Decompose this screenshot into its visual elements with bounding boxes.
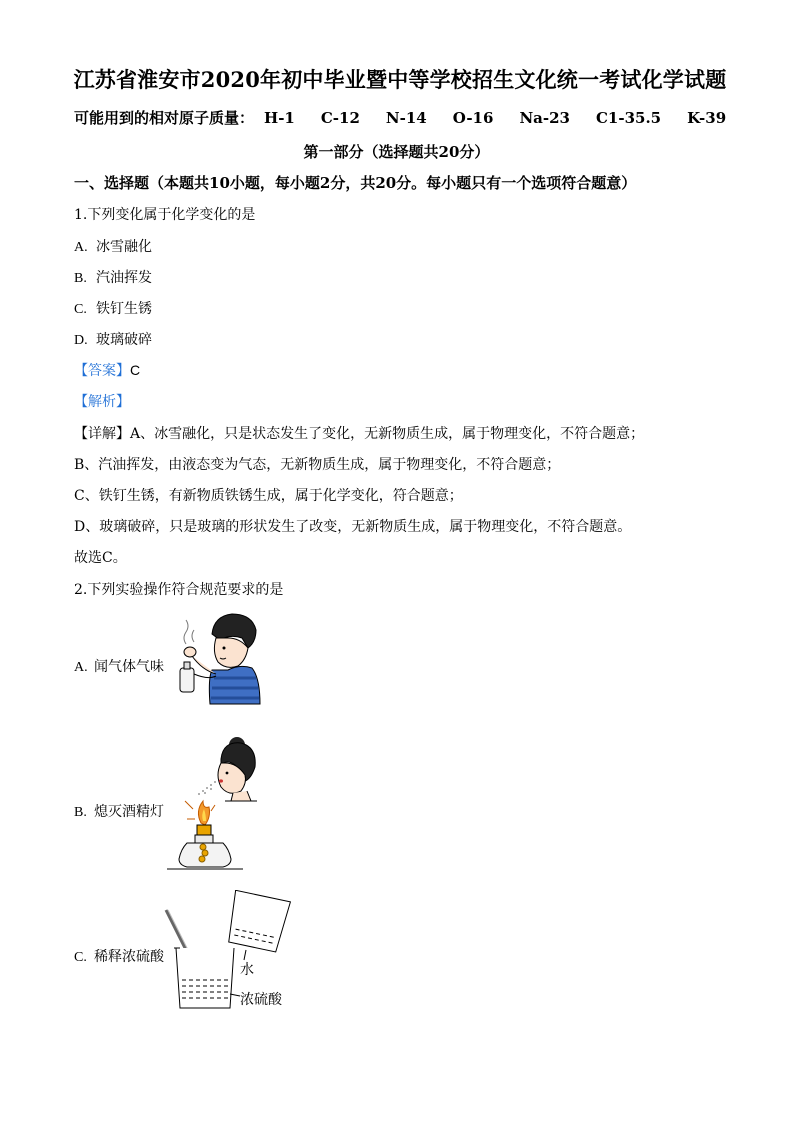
atomic-masses-line — [74, 107, 752, 128]
option-letter: B. — [74, 271, 87, 286]
question-1-option-d — [74, 329, 152, 349]
atomic-mass-item: O-16 — [452, 109, 494, 127]
option-letter: C. — [74, 950, 87, 965]
option-text: 闻气体气味 — [94, 659, 164, 675]
page-title: 江苏省淮安市2020年初中毕业暨中等学校招生文化统一考试化学试题 — [73, 67, 727, 92]
option-letter: B. — [74, 805, 87, 820]
option-text: 铁钉生锈 — [96, 301, 152, 317]
option-letter: D. — [74, 333, 88, 348]
blow-out-lamp-illustration — [165, 735, 260, 875]
analysis-tag-line — [74, 391, 130, 411]
question-2-stem: 2.下列实验操作符合规范要求的是 — [74, 582, 284, 598]
pouring-beaker — [219, 890, 292, 953]
atomic-mass-item: K-39 — [687, 109, 727, 127]
question-1-option-b — [74, 267, 152, 287]
atomic-mass-item: C-12 — [320, 109, 360, 127]
atomic-mass-item: Na-23 — [519, 109, 570, 127]
option-text: 汽油挥发 — [96, 270, 152, 286]
question-1-option-a — [74, 236, 152, 256]
detail-line: 故选C。 — [74, 550, 127, 566]
option-text: 冰雪融化 — [96, 239, 152, 255]
atomic-mass-item: H-1 — [264, 109, 295, 127]
smell-gas-illustration — [168, 608, 263, 708]
label-water: 水 — [240, 962, 254, 978]
option-text: 熄灭酒精灯 — [94, 804, 164, 820]
detail-line: 【详解】A、冰雪融化，只是状态发生了变化，无新物质生成，属于物理变化，不符合题意； — [74, 426, 645, 442]
detail-line: B、汽油挥发，由液态变为气态，无新物质生成，属于物理变化，不符合题意； — [74, 457, 561, 473]
analysis-tag: 【解析】 — [74, 394, 130, 410]
atomic-masses-label: 可能用到的相对原子质量： — [74, 109, 255, 127]
option-text: 玻璃破碎 — [96, 332, 152, 348]
answer-value: C — [130, 362, 141, 378]
option-letter: C. — [74, 302, 87, 317]
option-letter: A. — [74, 660, 88, 675]
answer-line — [74, 360, 140, 380]
detail-line: D、玻璃破碎，只是玻璃的形状发生了改变，无新物质生成，属于物理变化，不符合题意。 — [74, 519, 632, 535]
label-concentrated-acid: 浓硫酸 — [240, 992, 282, 1008]
question-2-option-b — [74, 801, 164, 821]
part-heading: 第一部分（选择题共20分） — [303, 143, 490, 161]
option-letter: A. — [74, 240, 88, 255]
question-2-option-a — [74, 656, 164, 676]
option-text: 稀释浓硫酸 — [94, 949, 164, 965]
detail-line: C、铁钉生锈，有新物质铁锈生成，属于化学变化，符合题意； — [74, 488, 463, 504]
question-1-option-c — [74, 298, 152, 318]
atomic-mass-item: N-14 — [385, 109, 427, 127]
question-1-stem: 1.下列变化属于化学变化的是 — [74, 207, 256, 223]
dilute-acid-illustration — [160, 890, 300, 1014]
question-2-option-c — [74, 946, 164, 966]
answer-tag: 【答案】 — [74, 363, 130, 379]
atomic-mass-item: C1-35.5 — [595, 109, 662, 127]
section-heading: 一、选择题（本题共10小题，每小题2分，共20分。每小题只有一个选项符合题意） — [74, 174, 637, 192]
